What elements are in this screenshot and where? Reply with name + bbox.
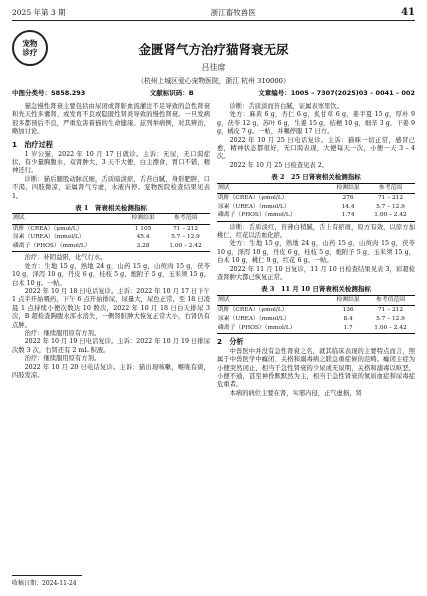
- table-cell: 71 – 212: [377, 307, 404, 314]
- table-cell: 71 – 212: [172, 225, 199, 232]
- body-paragraph: 治疗：补阴益阳，化气行水。: [24, 254, 107, 262]
- table-cell: 71 – 212: [377, 194, 404, 201]
- body-paragraph: 处方：麻黄 6 g，杏仁 6 g，炙甘草 6 g，姜半夏 15 g，厚朴 9 g，茯苓 12 g，苏叶 6 g，生姜 15 g，桔梗 10 g，细辛 3 g，干姜 9 g，橘皮 7 g。一帖，并嘱停服 17 日方。: [217, 111, 415, 136]
- received-date: 收稿日期：2024-11-24: [12, 580, 77, 587]
- table-cell: 1.00 – 2.42: [169, 243, 202, 250]
- table-cell: 肌酐（CREA）（μmol/L）: [218, 307, 288, 314]
- clc-number: 中图分类号：S858.293: [12, 89, 86, 97]
- body-paragraph: 2022 年 10 月 25 日电话复诊。主诉：猫咪一切正常，感冒已愈，精神状态都很好，无口渴表现，大便每天一次，小便一天 3 – 4 次。: [217, 136, 415, 161]
- article-author: 吕佳席: [201, 63, 226, 72]
- table-cell: 尿素（UREA）（mmol/L）: [13, 234, 85, 241]
- section-heading-2: 2 分析: [217, 336, 244, 346]
- table-1-caption: 表 1 肾衰相关检测指标: [75, 204, 147, 213]
- body-paragraph: 中兽医中并没有急性肾衰之名，就其临床表现的主要特点而言，照属于中兽医学中癃闭、关格和溺毒病之联急重症候的范畴。癃闭主症为小便突然闭止，相当于急性肾衰的少尿或无尿期，关格和溺毒以呕恶，小便不通，甚至神昏默默然为主，相当于急性肾衰的氮质血症和尿毒症危重者。: [217, 347, 415, 389]
- table-cell: 14.4: [341, 203, 355, 210]
- table-row: [12, 225, 210, 234]
- table-cell: 磷离子（PHOS）（mmol/L）: [218, 324, 296, 331]
- table-1: [12, 213, 210, 252]
- table-cell: 45.4: [136, 234, 150, 241]
- table-cell: 8.4: [343, 315, 353, 322]
- table-row: [217, 203, 415, 212]
- body-paragraph: 处方：生地 15 g，熟地 24 g，山药 15 g，山萸肉 15 g，茯苓 10 g，泽泻 10 g，丹皮 6 g，桂枝 5 g，炮附子 5 g，玉米须 15 g，白术 10 g。一帖。: [12, 262, 210, 287]
- table-cell: 5.7 – 12.9: [376, 315, 405, 322]
- body-paragraph: 诊断：舌质淡红，苔薄白稍腻，舌上有瘀斑，原方有效，以原方加桃仁，红花以活血化瘀。: [217, 223, 415, 239]
- table-row: [217, 212, 415, 221]
- table-3: [217, 295, 415, 334]
- table-cell: 136: [342, 307, 354, 314]
- table-row: [12, 243, 210, 252]
- body-paragraph: 诊断：猫后腿股动脉沉细，舌质暗淡瘀，舌苔白腻，身形肥胖，口不渴，四肢微凉，证属肾气亏虚，水液内停。宠物医院检查结果见表 1。: [12, 175, 210, 200]
- table-cell: 1.00 – 2.42: [374, 212, 407, 219]
- header-rule: [12, 20, 415, 21]
- table-cell: 1.7: [343, 324, 353, 331]
- document-code: 文献标识码：B: [149, 89, 194, 97]
- table-header: 检测结果: [330, 183, 366, 194]
- author-affiliation: （杭州上城区爱心宠物医院，浙江 杭州 310000）: [137, 77, 290, 85]
- body-paragraph: 处方：生地 15 g，熟地 24 g，山药 15 g，山萸肉 15 g，茯苓 10 g，泽泻 10 g，丹皮 6 g，桂枝 5 g，炮附子 5 g，玉米须 15 g，白术 10 g，桃仁 9 g，红花 6 g。一帖。: [217, 240, 415, 265]
- table-cell: 肌酐（CREA）（μmol/L）: [13, 225, 83, 232]
- table-cell: 5.7 – 12.9: [376, 203, 405, 210]
- journal-name: 浙江畜牧兽医: [210, 7, 256, 17]
- body-paragraph: 2022 年 11 月 10 日复诊，11 月 10 日检查结果见表 3，彩超检查肾肿大都已恢复正常。: [217, 265, 415, 282]
- intro-paragraph: 猫急慢性肾衰主要包括由尿闭或肾脏血流灌注不足导致的急性肾衰和先天性多囊肾、或发育不良或隐匿性肾炎导致的慢性肾衰。一旦发病很多都预后不良，严重危害着猫的生命健康。兹列举病例，对其辨治，略加讨论。: [12, 103, 210, 136]
- right-column: [217, 103, 415, 398]
- table-header: 测试: [217, 183, 330, 194]
- table-cell: 276: [342, 194, 354, 201]
- table-cell: 磷离子（PHOS）（mmol/L）: [218, 212, 296, 219]
- table-cell: 尿素（UREA）（mmol/L）: [218, 203, 290, 210]
- body-paragraph: 1 岁公猫，2022 年 10 月 17 日就诊。主诉：无尿，无口渴症状，有少量胸腹水，双肾肿大，3 天不大便，白主漂食，胃口不错，精神还行。: [12, 150, 210, 175]
- body-paragraph: 诊断：舌质淡而苔白腻，证属表寒里饮。: [229, 103, 343, 110]
- body-paragraph: 本病的病位主要在肾，实邪内侵，正气虚损，肾: [229, 389, 362, 397]
- table-cell: 尿素（UREA）（mmol/L）: [218, 315, 290, 322]
- table-cell: 磷离子（PHOS）（mmol/L）: [13, 243, 91, 250]
- table-cell: 1.74: [341, 212, 355, 219]
- body-paragraph: 2022 年 10 月 25 日检查见表 2。: [229, 161, 329, 169]
- table-3-caption: 表 3 11 月 10 日肾衰相关检测指标: [261, 285, 371, 294]
- issue-label: 2025 年第 3 期: [12, 7, 66, 17]
- body-paragraph: 2022 年 10 月 19 日电话复诊。主诉：2022 年 10 月 19 日排尿次数 3 次，右肾还有 2 mL 积液。: [12, 338, 210, 354]
- table-header: 参考范围: [161, 214, 210, 225]
- table-2: [217, 183, 415, 222]
- body-paragraph: 2022 年 10 月 20 日电话复诊。主诉：猫出现咳嗽，喉咙有痰，四肢发凉。: [12, 363, 210, 380]
- table-row: [12, 234, 210, 243]
- table-cell: 3.28: [136, 243, 150, 250]
- table-row: [217, 194, 415, 203]
- section-heading-1: 1 治疗过程: [12, 139, 53, 149]
- table-cell: 肌酐（CREA）（μmol/L）: [218, 194, 288, 201]
- page-number: 41: [401, 6, 415, 18]
- table-header: 检测结果: [125, 214, 161, 225]
- body-paragraph: 治疗：继续服用原有方剂。: [24, 355, 101, 363]
- table-cell: 1.00 – 2.42: [374, 324, 407, 331]
- table-header: 检测结果: [330, 295, 366, 306]
- table-header: 测试: [12, 214, 125, 225]
- table-cell: 5.7 – 12.9: [171, 234, 200, 241]
- seal-line-1: 宠物: [22, 39, 38, 48]
- body-paragraph: 2022 年 10 月 18 日电话复诊。主诉：2022 年 10 月 17 日下午 1 点半开始喂药，下午 6 点开始排尿，尿量大，尿色正常，至 18 日凌晨 1 点持续小便次数达 10 数次，2022 年 10 月 18 日白天排尿 3 次，B 超检查胸腹水浑水消失，一侧肾脏肿大恢复正常大小，右肾仍有点肿。: [12, 288, 210, 329]
- table-header: 测试: [217, 295, 330, 306]
- table-header: 参考值范围: [366, 295, 415, 306]
- table-cell: 1 105: [134, 225, 152, 232]
- classification-line: [12, 88, 415, 97]
- seal-line-2: 诊疗: [22, 48, 38, 57]
- body-paragraph: 治疗：继续服用原有方剂。: [24, 330, 101, 338]
- table-header: 参考范围: [366, 183, 415, 194]
- table-row: [217, 324, 415, 333]
- article-title: 金匮肾气方治疗猫肾衰无尿: [138, 42, 289, 57]
- table-2-caption: 表 2 25 日肾衰相关检测指标: [271, 173, 361, 182]
- running-header: [12, 5, 415, 19]
- left-column: [12, 103, 210, 381]
- footnote-rule: [12, 575, 82, 576]
- article-number: 文章编号：1005 – 7307(2025)03 – 0041 – 002: [258, 89, 415, 97]
- table-row: [217, 315, 415, 324]
- table-row: [217, 306, 415, 315]
